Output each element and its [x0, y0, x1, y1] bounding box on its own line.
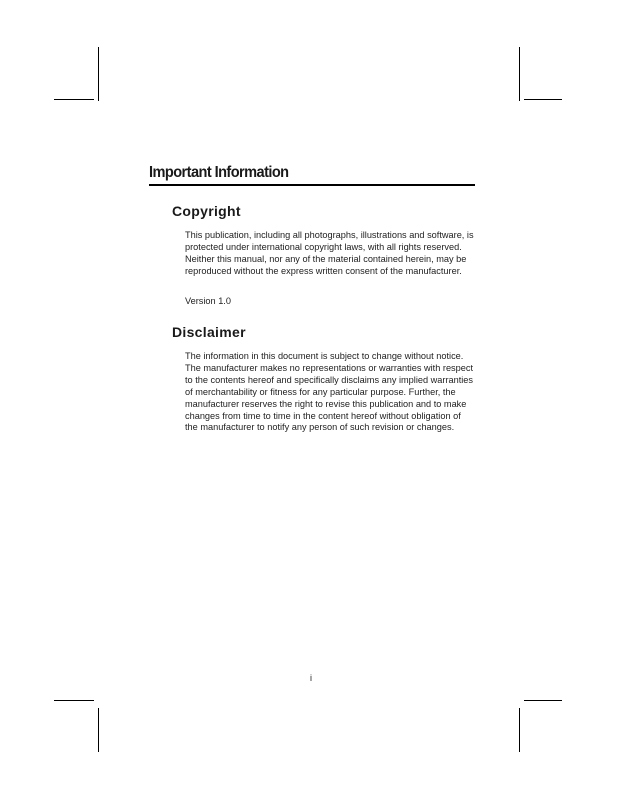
- disclaimer-heading: Disclaimer: [172, 324, 246, 340]
- copyright-paragraph: This publication, including all photographs, illustrations and software, is protected under international copyright laws, with all rights reserved. Neither this manual, nor any of the material contained herein, may be reproduced without the express written consent of the manufacturer.: [185, 230, 474, 276]
- crop-mark-bottom-right-vertical: [519, 708, 520, 752]
- crop-mark-bottom-right-horizontal: [524, 700, 562, 701]
- crop-mark-bottom-left-vertical: [98, 708, 99, 752]
- version-text: Version 1.0: [185, 296, 231, 306]
- crop-mark-top-left-vertical: [98, 47, 99, 101]
- crop-mark-top-right-horizontal: [524, 99, 562, 100]
- title-underline: [149, 184, 475, 186]
- crop-mark-top-left-horizontal: [54, 99, 94, 100]
- copyright-heading: Copyright: [172, 203, 241, 219]
- page-title: Important Information: [149, 164, 289, 181]
- page-number: i: [310, 673, 312, 683]
- crop-mark-top-right-vertical: [519, 47, 520, 101]
- disclaimer-paragraph: The information in this document is subject to change without notice. The manufacturer makes no representations or warranties with respect to the contents hereof and specifically disclaims any implied warranties of merchantability or fitness for any particular purpose. Further, the manufacturer reserves the right to revise this publication and to make changes from time to time in the content hereof without obligation of the manufacturer to notify any person of such revision or changes.: [185, 351, 474, 433]
- crop-mark-bottom-left-horizontal: [54, 700, 94, 701]
